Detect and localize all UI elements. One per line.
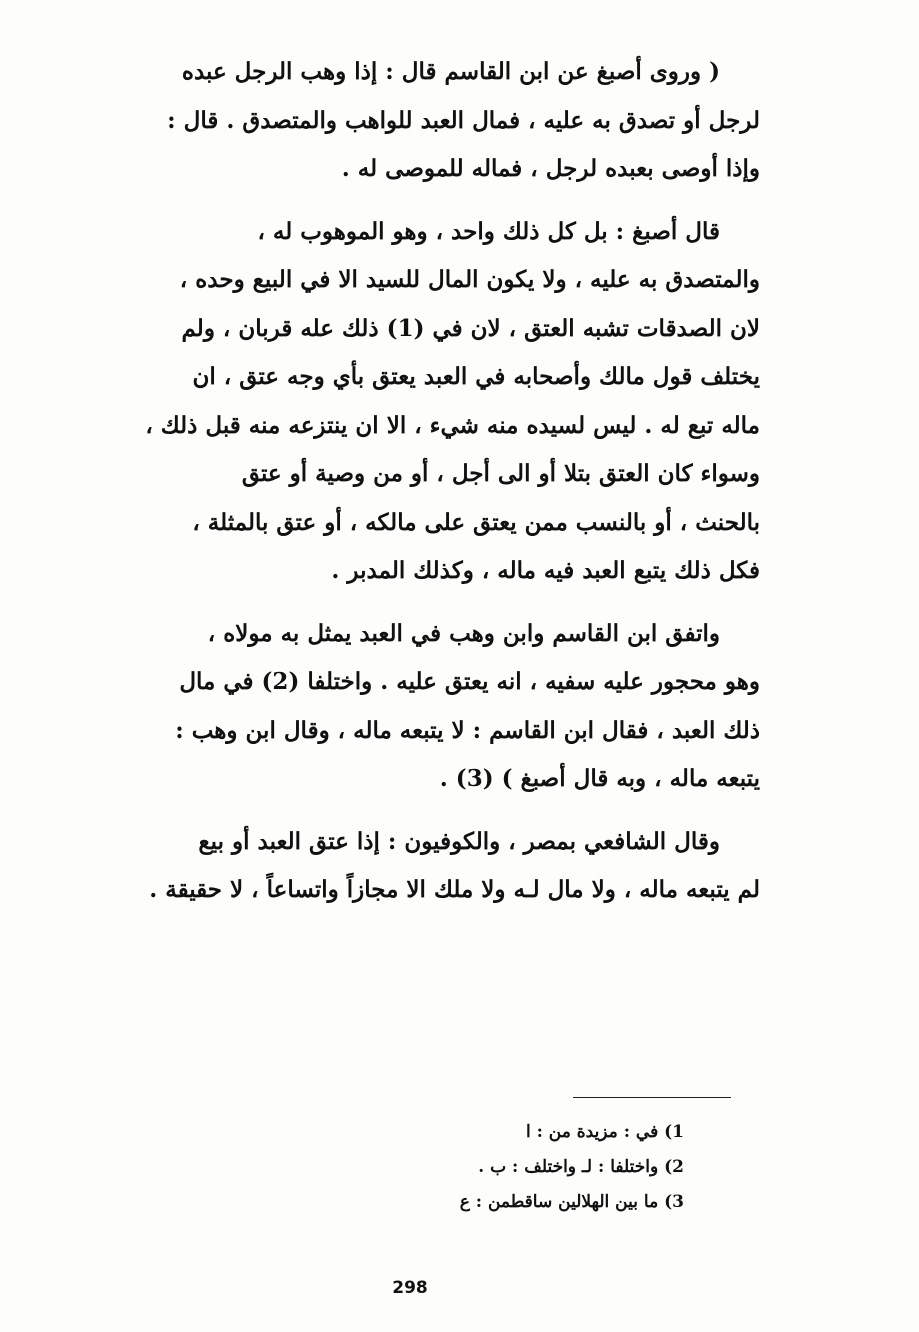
text-line: لرجل أو تصدق به عليه ، فمال العبد للواهب والمتصدق . قال :: [167, 106, 760, 134]
text-line: لان الصدقات تشبه العتق ، لان في (1) ذلك عله قربان ، ولم: [181, 314, 760, 342]
paragraph-1: [100, 48, 760, 194]
footnote-1: 1) في : مزيدة من : ا: [525, 1122, 684, 1142]
paragraph-2: [100, 208, 760, 596]
text-line: لم يتبعه ماله ، ولا مال لـه ولا ملك الا مجازاً واتساعاً ، لا حقيقة .: [149, 876, 760, 903]
text-line: فكل ذلك يتبع العبد فيه ماله ، وكذلك المدبر .: [331, 557, 760, 584]
text-line: والمتصدق به عليه ، ولا يكون المال للسيد الا في البيع وحده ،: [179, 266, 760, 293]
text-line: وإذا أوصى بعبده لرجل ، فماله للموصى له .: [341, 155, 760, 182]
text-line: ذلك العبد ، فقال ابن القاسم : لا يتبعه ماله ، وقال ابن وهب :: [175, 716, 760, 744]
page-number: 298: [392, 1278, 428, 1298]
footnotes: [380, 1115, 684, 1220]
text-line: واتفق ابن القاسم وابن وهب في العبد يمثل به مولاه ،: [207, 619, 720, 647]
footnote-2: 2) واختلفا : لـ واختلف : ب .: [478, 1157, 684, 1177]
text-line: يتبعه ماله ، وبه قال أصبغ ) (3) .: [439, 765, 760, 792]
text-line: بالحنث ، أو بالنسب ممن يعتق على مالكه ، أو عتق بالمثلة ،: [192, 508, 760, 536]
text-line: وهو محجور عليه سفيه ، انه يعتق عليه . واختلفا (2) في مال: [179, 668, 760, 695]
paragraph-3: [100, 610, 760, 804]
text-line: قال أصبغ : بل كل ذلك واحد ، وهو الموهوب له ،: [257, 217, 720, 245]
text-line: وقال الشافعي بمصر ، والكوفيون : إذا عتق العبد أو بيع: [198, 827, 720, 855]
footnote-3: 3) ما بين الهلالين ساقطمن : ع: [459, 1192, 684, 1212]
text-line: ( وروى أصبغ عن ابن القاسم قال : إذا وهب الرجل عبده: [181, 58, 720, 85]
main-text: [100, 48, 760, 929]
footnote-divider: [573, 1097, 731, 1098]
text-line: وسواء كان العتق بتلا أو الى أجل ، أو من وصية أو عتق: [241, 460, 760, 487]
paragraph-4: [100, 818, 760, 915]
text-line: يختلف قول مالك وأصحابه في العبد يعتق بأي وجه عتق ، ان: [192, 363, 760, 390]
text-line: ماله تبع له . ليس لسيده منه شيء ، الا ان ينتزعه منه قبل ذلك ،: [145, 411, 760, 439]
